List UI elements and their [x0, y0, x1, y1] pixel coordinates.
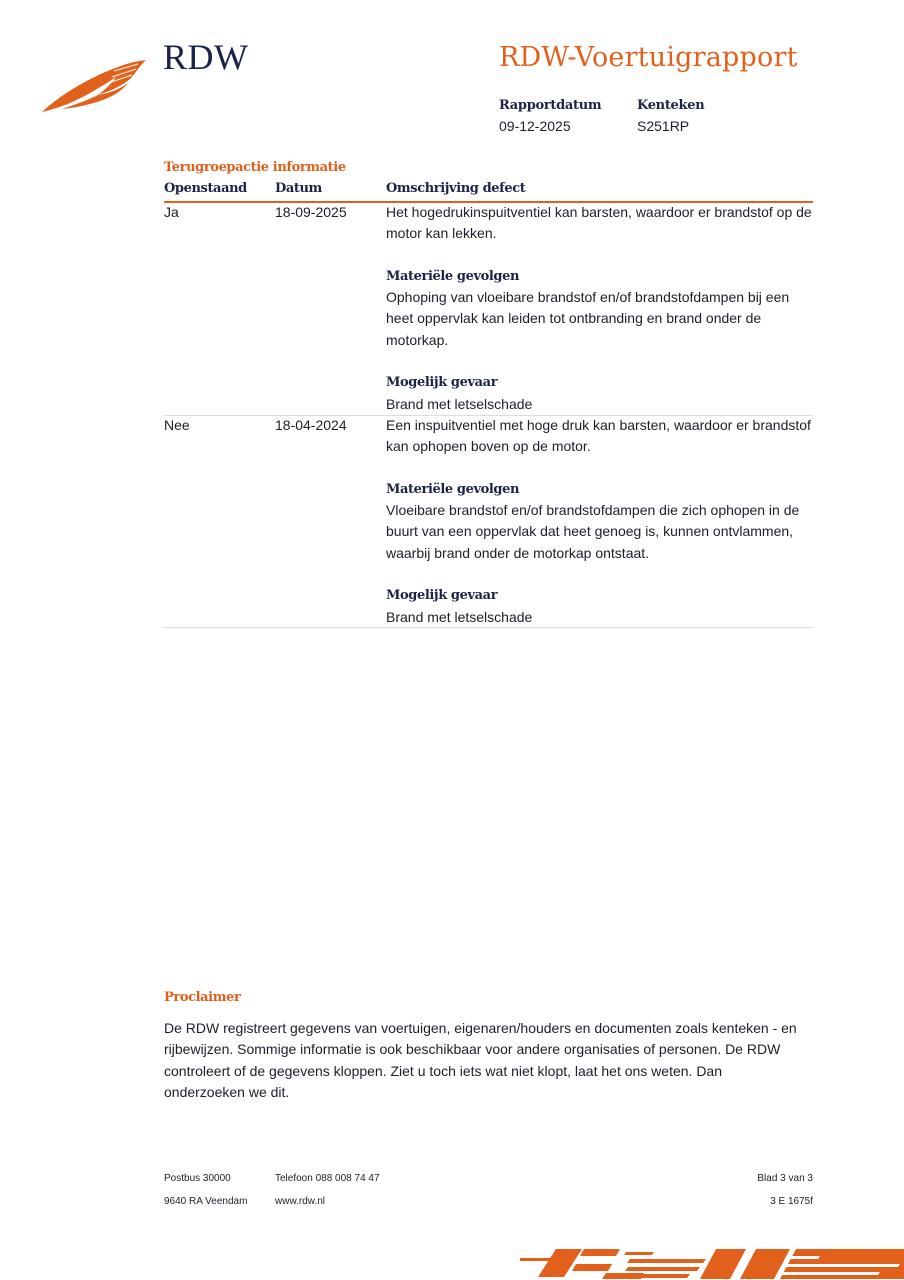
cell-omschrijving	[386, 415, 813, 628]
gevaar-text: Brand met letselschade	[386, 395, 533, 412]
section-title: Terugroepactie informatie	[164, 160, 346, 175]
rapportdatum-value: 09-12-2025	[499, 118, 571, 134]
footer-page-number: Blad 3 van 3	[757, 1173, 813, 1184]
kenteken-label: Kenteken	[637, 98, 705, 113]
proclaimer-text: De RDW registreert gegevens van voertuigen, eigenaren/houders en documenten zoals kenteken - en rijbewijzen. Sommige informatie is ook beschikbaar voor andere organisaties of personen. De RDW controleert of de gegevens kloppen. Ziet u toch iets wat niet klopt, laat het ons weten. Dan onderzoeken we dit.	[164, 1020, 797, 1100]
proclaimer-title: Proclaimer	[164, 990, 241, 1005]
gevaar-text: Brand met letselschade	[386, 608, 533, 625]
kenteken-value: S251RP	[637, 118, 690, 134]
brand-name: RDW	[163, 37, 249, 77]
page-title: RDW-Voertuigrapport	[499, 42, 798, 73]
rdw-feather-logo-icon	[40, 55, 150, 117]
column-header-omschrijving: Omschrijving defect	[386, 181, 526, 196]
defect-text: Een inspuitventiel met hoge druk kan barsten, waardoor er brandstof kan ophopen boven op de motor.	[386, 417, 811, 455]
rapportdatum-label: Rapportdatum	[499, 98, 602, 113]
footer-telefoon: Telefoon 088 008 74 47	[275, 1173, 380, 1184]
footer-website[interactable]: www.rdw.nl	[275, 1196, 326, 1207]
table-row	[164, 415, 813, 628]
table-row	[164, 202, 813, 416]
defect-text: Het hogedrukinspuitventiel kan barsten, waardoor er brandstof op de motor kan lekken.	[386, 204, 812, 242]
gevolgen-label: Materiële gevolgen	[386, 481, 520, 497]
footer-code: 3 E 1675f	[770, 1196, 813, 1207]
gevaar-label: Mogelijk gevaar	[386, 588, 498, 604]
cell-omschrijving	[386, 202, 813, 415]
column-header-datum: Datum	[275, 181, 322, 196]
gevolgen-text: Ophoping van vloeibare brandstof en/of brandstofdampen bij een heet oppervlak kan leiden tot ontbranding en brand onder de motorkap.	[386, 289, 790, 348]
cell-datum: 18-09-2025	[275, 204, 347, 220]
cell-openstaand: Ja	[164, 204, 179, 220]
footer-address: 9640 RA Veendam	[164, 1196, 248, 1207]
gevaar-label: Mogelijk gevaar	[386, 375, 498, 391]
rdw-stripes-decoration-icon	[520, 1246, 904, 1280]
footer-postbus: Postbus 30000	[164, 1173, 231, 1184]
gevolgen-text: Vloeibare brandstof en/of brandstofdampen die zich ophopen in de buurt van een oppervlak dat heet genoeg is, kunnen ontvlammen, waarbij brand onder de motorkap ontstaat.	[386, 502, 800, 561]
cell-datum: 18-04-2024	[275, 417, 347, 433]
gevolgen-label: Materiële gevolgen	[386, 268, 520, 284]
column-header-openstaand: Openstaand	[164, 181, 247, 196]
cell-openstaand: Nee	[164, 417, 190, 433]
